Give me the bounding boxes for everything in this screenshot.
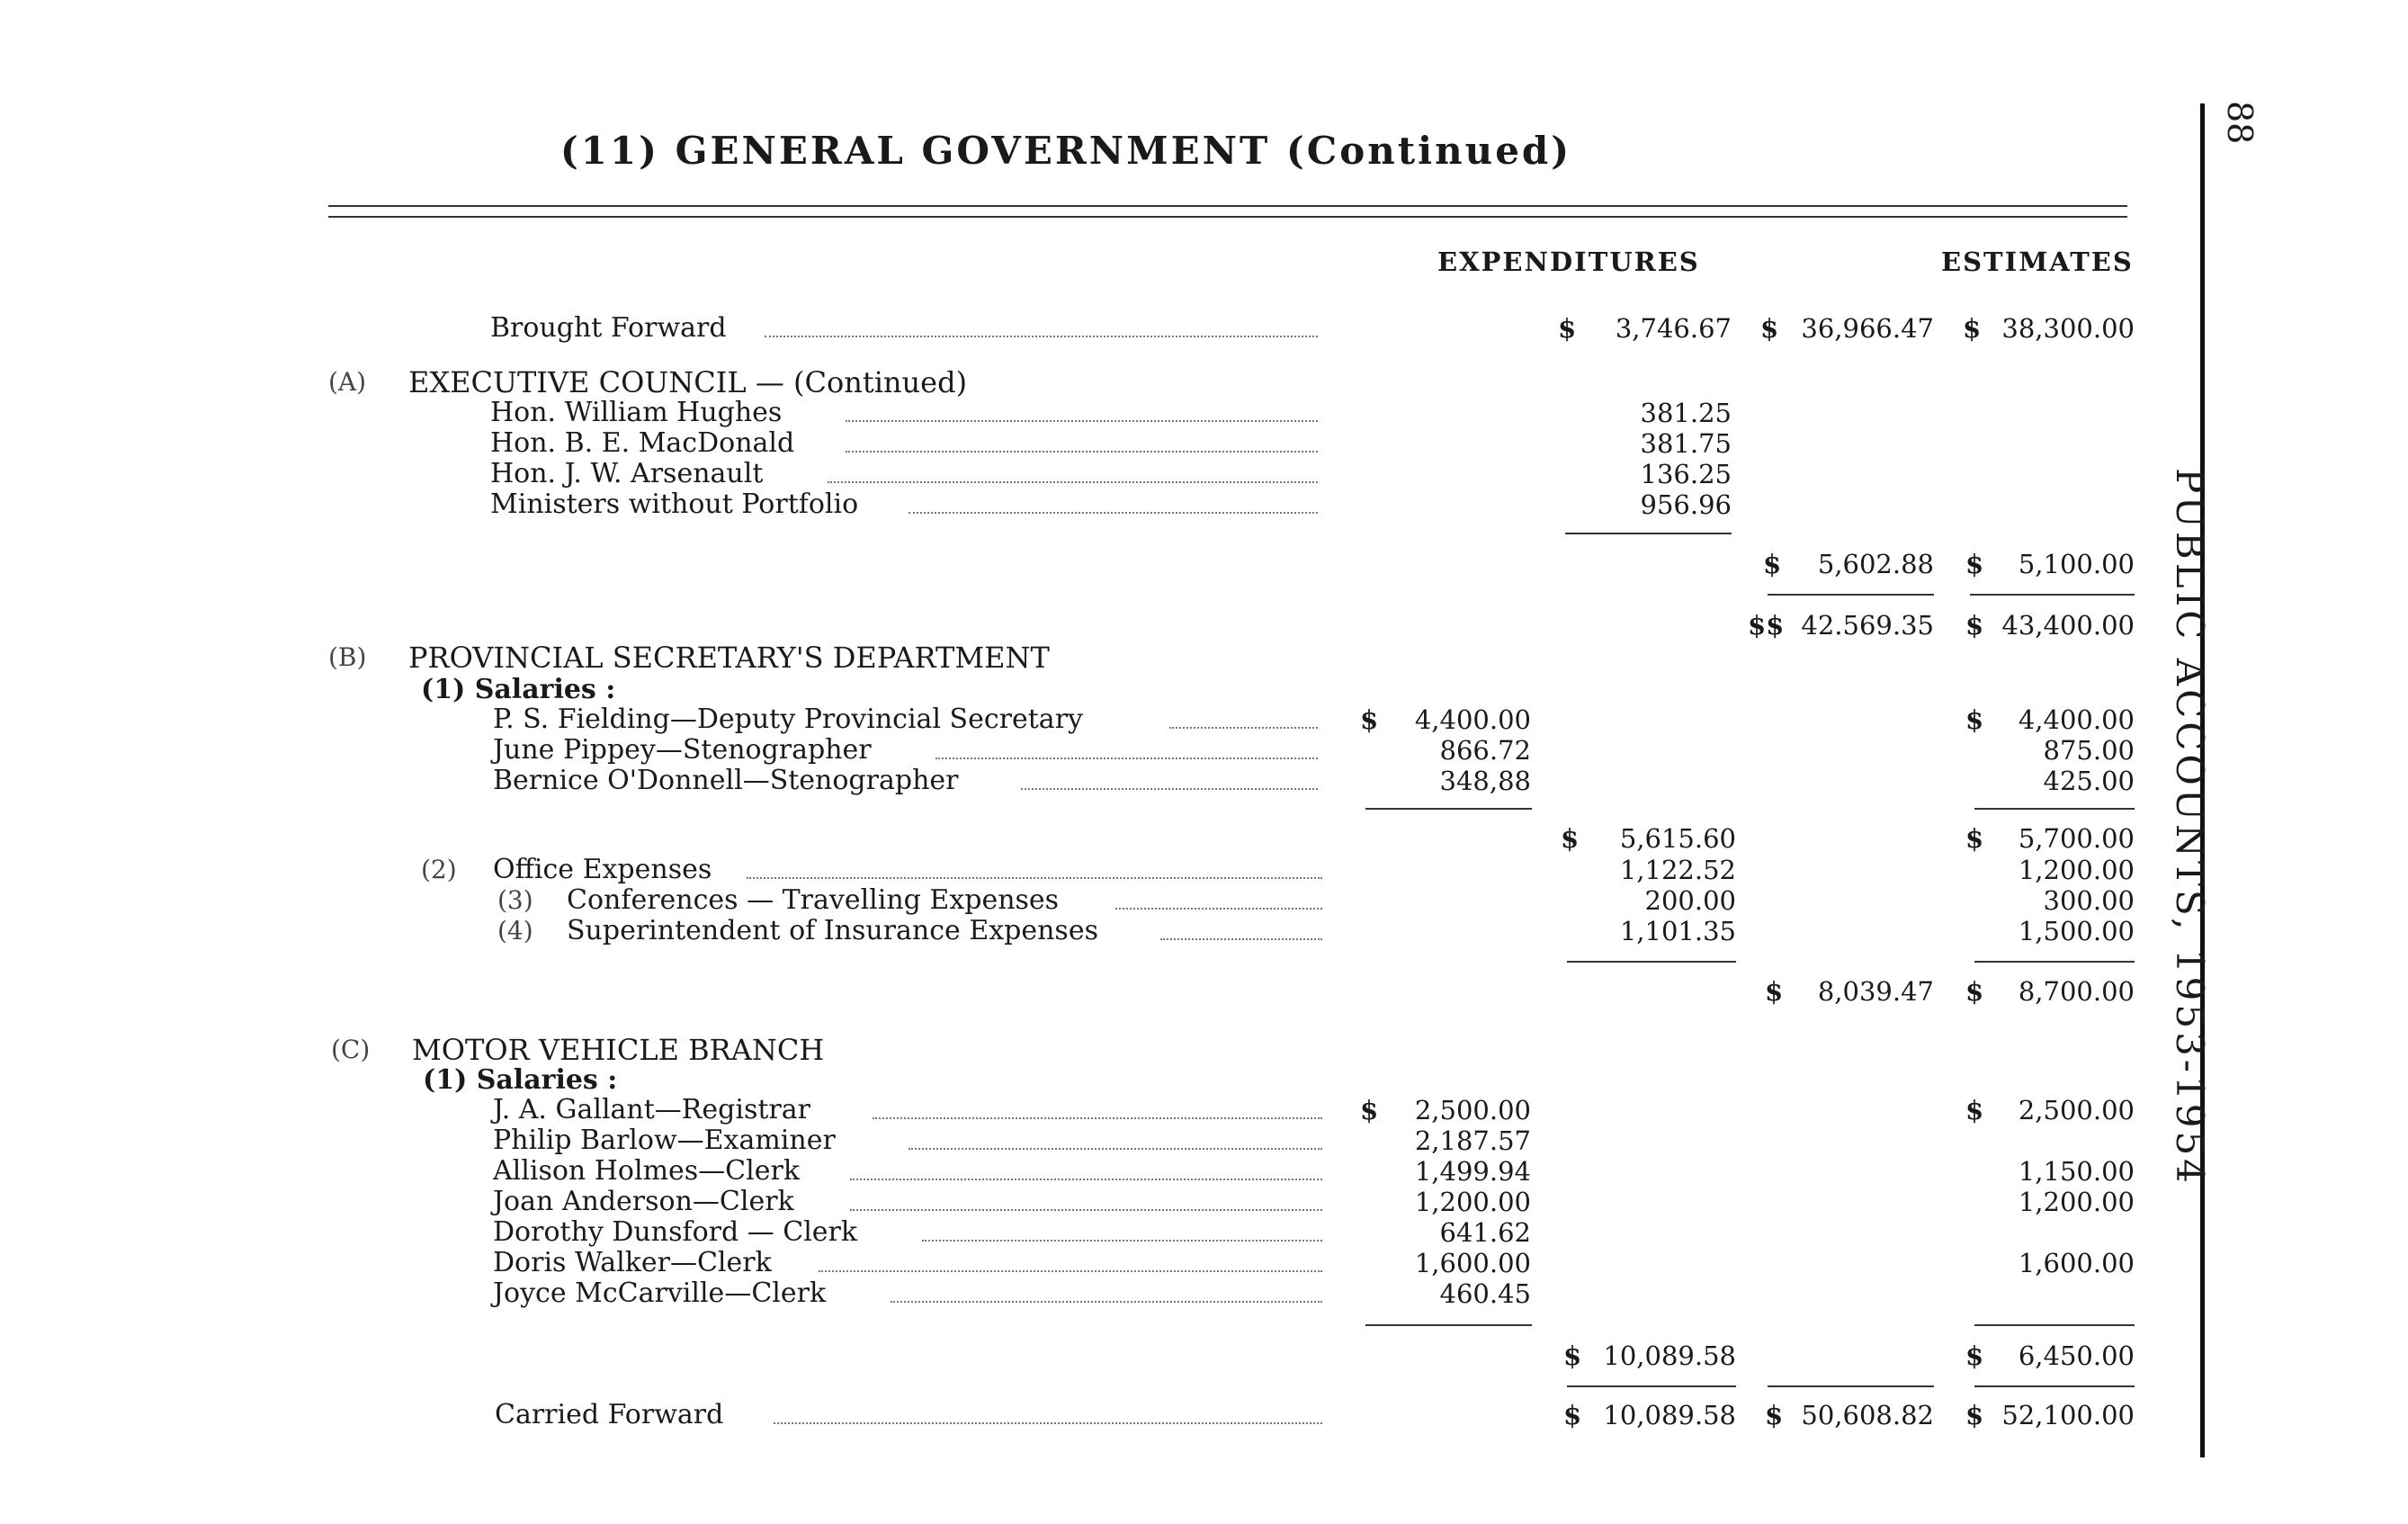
dollar-sign: $: [1360, 1095, 1379, 1125]
salary-estimate: 2,500.00: [2018, 1095, 2135, 1125]
salary-estimate: 1,150.00: [2018, 1156, 2135, 1187]
subtotal-rule: [1565, 533, 1732, 534]
dollar-sign: $: [1558, 313, 1577, 344]
salaries-heading: [0, 1065, 2159, 1096]
section-marker: (B): [328, 642, 367, 672]
item-marker: (2): [421, 855, 457, 884]
salary-label: June Pippey—Stenographer: [493, 734, 872, 766]
expenditures-header: EXPENDITURES: [1437, 247, 1700, 277]
dollar-sign: $: [1965, 549, 1984, 579]
section-a-item: [0, 459, 2159, 489]
section-a-total-value: 42.569.35: [1801, 610, 1934, 641]
section-b-title: PROVINCIAL SECRETARY'S DEPARTMENT: [408, 641, 1050, 675]
salaries-label: (1) Salaries :: [423, 1064, 618, 1096]
salary-label: J. A. Gallant—Registrar: [493, 1094, 810, 1125]
leader-dots: [765, 336, 1318, 337]
salaries-total-row: [0, 823, 2159, 854]
dollar-sign: $: [1760, 313, 1779, 344]
subtotal-rule: [1974, 961, 2135, 963]
section-marker: (A): [328, 367, 367, 397]
side-title: PUBLIC ACCOUNTS, 1953-1954: [2168, 468, 2212, 1187]
header-rule-bottom: [328, 216, 2127, 218]
section-a-total-estimate: 43,400.00: [2001, 610, 2135, 641]
expense-label: Office Expenses: [493, 854, 712, 885]
brought-forward-label: Brought Forward: [490, 312, 727, 344]
dollar-sign: $: [1563, 1340, 1582, 1371]
section-c-heading: [0, 1035, 2159, 1065]
section-b-total-estimate: 8,700.00: [2018, 976, 2135, 1007]
salary-estimate: 875.00: [2043, 735, 2135, 766]
item-marker: (3): [497, 885, 533, 915]
dollar-sign: $: [1765, 976, 1784, 1007]
dollar-sign: $: [1561, 823, 1580, 854]
brought-forward-expenditure: 3,746.67: [1615, 313, 1732, 344]
estimates-header: ESTIMATES: [1941, 247, 2134, 277]
expense-label: Conferences — Travelling Expenses: [567, 884, 1060, 916]
leader-dots: [819, 1270, 1322, 1272]
leader-dots: [828, 481, 1318, 483]
page-title: (11) GENERAL GOVERNMENT (Continued): [559, 129, 1572, 173]
salary-value: 641.62: [1439, 1217, 1531, 1248]
section-b-heading: [0, 642, 2159, 673]
item-marker: (4): [497, 916, 533, 946]
salary-label: Dorothy Dunsford — Clerk: [493, 1216, 858, 1248]
salary-value: 866.72: [1439, 735, 1531, 766]
salary-label: Joan Anderson—Clerk: [493, 1186, 794, 1217]
dollar-sign: $: [1765, 1400, 1784, 1430]
salary-value: 460.45: [1439, 1278, 1531, 1309]
subtotal-rule: [1974, 808, 2135, 810]
salary-row: [0, 1125, 2159, 1156]
salary-row: [0, 1187, 2159, 1217]
dollar-sign: $: [1965, 976, 1984, 1007]
item-value: 956.96: [1640, 489, 1732, 520]
salary-row: [0, 704, 2159, 735]
expense-label: Superintendent of Insurance Expenses: [567, 915, 1098, 946]
salary-value: 2,187.57: [1414, 1125, 1531, 1156]
carried-forward-total: 50,608.82: [1801, 1400, 1934, 1430]
item-value: 381.75: [1640, 428, 1732, 459]
dollar-sign: $: [1360, 704, 1379, 735]
salary-row: [0, 1095, 2159, 1125]
brought-forward-row: [0, 313, 2159, 344]
salaries-total-estimate: 5,700.00: [2018, 823, 2135, 854]
salary-row: [0, 766, 2159, 796]
salaries-total-row: [0, 1340, 2159, 1371]
expense-estimate: 300.00: [2043, 885, 2135, 916]
expense-row: [0, 855, 2159, 885]
salary-row: [0, 1278, 2159, 1309]
dollar-sign: $: [1965, 704, 1984, 735]
carried-forward-label: Carried Forward: [495, 1399, 724, 1430]
salary-row: [0, 735, 2159, 766]
expense-estimate: 1,200.00: [2018, 855, 2135, 885]
salary-row: [0, 1156, 2159, 1187]
brought-forward-estimate: 38,300.00: [2001, 313, 2135, 344]
page-number: 88: [2220, 101, 2260, 145]
dollar-sign: $: [1965, 823, 1984, 854]
salary-label: Doris Walker—Clerk: [493, 1247, 772, 1278]
salary-estimate: 1,600.00: [2018, 1248, 2135, 1278]
leader-dots: [1115, 908, 1322, 910]
item-value: 136.25: [1640, 459, 1732, 489]
section-c-title: MOTOR VEHICLE BRANCH: [412, 1033, 825, 1067]
salaries-heading: [0, 675, 2159, 705]
dollar-sign: $: [1965, 1340, 1984, 1371]
subtotal-rule: [1567, 961, 1736, 963]
salaries-total-value: 5,615.60: [1619, 823, 1736, 854]
section-a-title: EXECUTIVE COUNCIL — (Continued): [408, 365, 968, 399]
header-rule-top: [328, 205, 2127, 207]
section-a-subtotal-value: 5,602.88: [1817, 549, 1934, 579]
expense-row: [0, 885, 2159, 916]
salary-label: Philip Barlow—Examiner: [493, 1125, 836, 1156]
leader-dots: [846, 451, 1318, 453]
salary-label: Joyce McCarville—Clerk: [493, 1277, 827, 1309]
leader-dots: [850, 1209, 1322, 1211]
leader-dots: [873, 1117, 1322, 1119]
leader-dots: [1160, 938, 1322, 940]
carried-forward-estimate: 52,100.00: [2001, 1400, 2135, 1430]
section-a-heading: [0, 367, 2159, 398]
section-a-item: [0, 489, 2159, 520]
expense-estimate: 1,500.00: [2018, 916, 2135, 946]
total-rule: [1970, 594, 2135, 596]
leader-dots: [846, 420, 1318, 422]
total-rule: [1567, 1385, 1736, 1387]
subtotal-rule: [1365, 1324, 1532, 1326]
carried-forward-row: [0, 1400, 2159, 1430]
salaries-total-estimate: 6,450.00: [2018, 1340, 2135, 1371]
salary-row: [0, 1217, 2159, 1248]
salary-label: Bernice O'Donnell—Stenographer: [493, 765, 959, 796]
leader-dots: [1021, 788, 1318, 790]
total-rule: [1768, 1385, 1934, 1387]
section-marker: (C): [331, 1035, 371, 1064]
expense-value: 1,122.52: [1619, 855, 1736, 885]
item-label: Hon. B. E. MacDonald: [490, 427, 795, 459]
total-rule: [1768, 594, 1934, 596]
dollar-sign: $: [1965, 1400, 1984, 1430]
leader-dots: [891, 1301, 1322, 1303]
salary-value: 2,500.00: [1414, 1095, 1531, 1125]
dollar-sign: $: [1563, 1400, 1582, 1430]
salary-estimate: 4,400.00: [2018, 704, 2135, 735]
item-label: Ministers without Portfolio: [490, 489, 859, 520]
expense-row: [0, 916, 2159, 946]
dollar-sign: $: [1763, 549, 1782, 579]
brought-forward-total: 36,966.47: [1801, 313, 1934, 344]
leader-dots: [1169, 727, 1318, 729]
section-a-item: [0, 398, 2159, 428]
item-label: Hon. J. W. Arsenault: [490, 458, 764, 489]
leader-dots: [774, 1422, 1322, 1424]
total-rule: [1974, 1385, 2135, 1387]
salary-value: 1,200.00: [1414, 1187, 1531, 1217]
salary-value: 1,499.94: [1414, 1156, 1531, 1187]
dollar-sign: $: [1963, 313, 1982, 344]
salary-label: Allison Holmes—Clerk: [493, 1155, 801, 1187]
dollar-sign: $: [1965, 610, 1984, 641]
section-b-total: [0, 976, 2159, 1007]
salaries-total-value: 10,089.58: [1603, 1340, 1736, 1371]
section-a-subtotal: [0, 549, 2159, 579]
expense-value: 1,101.35: [1619, 916, 1736, 946]
salary-estimate: 1,200.00: [2018, 1187, 2135, 1217]
carried-forward-expenditure: 10,089.58: [1603, 1400, 1736, 1430]
subtotal-rule: [1365, 808, 1532, 810]
section-a-subtotal-estimate: 5,100.00: [2018, 549, 2135, 579]
subtotal-rule: [1974, 1324, 2135, 1326]
item-value: 381.25: [1640, 398, 1732, 428]
expense-value: 200.00: [1644, 885, 1736, 916]
section-b-total-value: 8,039.47: [1817, 976, 1934, 1007]
leader-dots: [909, 512, 1318, 514]
salary-value: 348,88: [1439, 766, 1531, 796]
salary-estimate: 425.00: [2043, 766, 2135, 796]
leader-dots: [909, 1148, 1322, 1150]
leader-dots: [922, 1240, 1322, 1242]
item-label: Hon. William Hughes: [490, 397, 783, 428]
salaries-label: (1) Salaries :: [421, 674, 616, 705]
leader-dots: [747, 877, 1322, 879]
section-a-total: [0, 610, 2159, 641]
section-a-item: [0, 428, 2159, 459]
salary-value: 1,600.00: [1414, 1248, 1531, 1278]
salary-value: 4,400.00: [1414, 704, 1531, 735]
dollar-sign: $: [1965, 1095, 1984, 1125]
salary-label: P. S. Fielding—Deputy Provincial Secretary: [493, 704, 1083, 735]
dollar-sign: $$: [1748, 610, 1785, 641]
salary-row: [0, 1248, 2159, 1278]
leader-dots: [935, 758, 1318, 759]
leader-dots: [850, 1179, 1322, 1180]
